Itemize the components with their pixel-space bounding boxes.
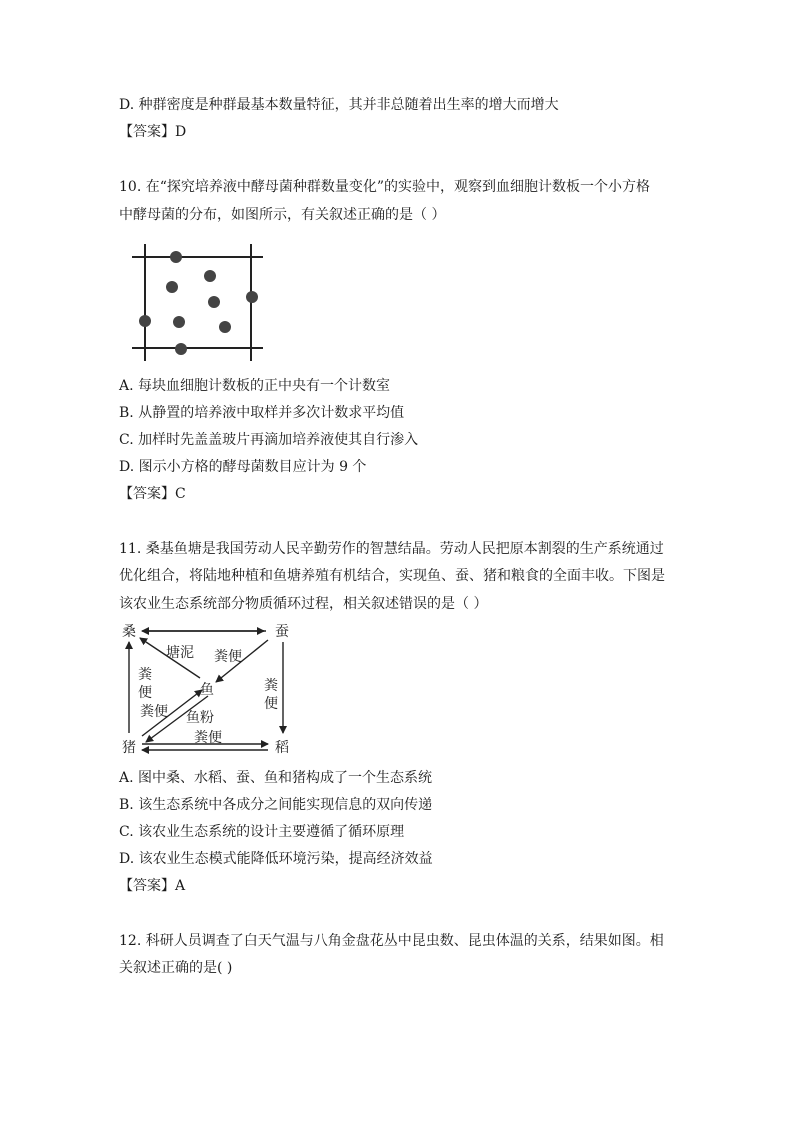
mulberry-fishpond-cycle-figure: [118, 618, 298, 758]
q10-option-b: B. 从静置的培养液中取样并多次计数求平均值: [119, 405, 405, 421]
yeast-cell: [173, 316, 185, 328]
label-fenbian-can-dao-2: 便: [264, 696, 278, 712]
yeast-cell: [175, 343, 187, 355]
q10-option-a: A. 每块血细胞计数板的正中央有一个计数室: [119, 378, 391, 394]
yeast-cell: [166, 281, 178, 293]
q9-answer: 【答案】D: [119, 124, 187, 140]
label-fenbian-zhu-yu: 粪便: [140, 704, 168, 720]
label-fenbian-zhu-sang-1: 粪: [138, 667, 152, 683]
node-can: 蚕: [275, 624, 289, 640]
hemocytometer-square-figure: [130, 242, 270, 364]
node-yu: 鱼: [200, 682, 214, 698]
yeast-cell: [246, 291, 258, 303]
node-dao: 稻: [275, 740, 289, 756]
q10-stem-line1: 10. 在“探究培养液中酵母菌种群数量变化”的实验中，观察到血细胞计数板一个小方格: [119, 179, 651, 195]
q11-option-a: A. 图中桑、水稻、蚕、鱼和猪构成了一个生态系统: [119, 770, 433, 786]
q11-answer: 【答案】A: [119, 878, 186, 894]
q10-stem-line2: 中酵母菌的分布，如图所示，有关叙述正确的是（ ）: [119, 207, 446, 223]
q11-stem-line2: 优化组合，将陆地种植和鱼塘养殖有机结合，实现鱼、蚕、猪和粮食的全面丰收。下图是: [119, 568, 665, 584]
q12-stem-line2: 关叙述正确的是( ): [119, 960, 233, 976]
label-fenbian-can-dao-1: 粪: [264, 678, 278, 694]
node-zhu: 猪: [122, 740, 136, 756]
q11-option-c: C. 该农业生态系统的设计主要遵循了循环原理: [119, 824, 405, 840]
yeast-cell: [208, 296, 220, 308]
yeast-cell: [219, 321, 231, 333]
label-tangni: 塘泥: [166, 645, 194, 661]
yeast-cell: [170, 251, 182, 263]
q11-option-b: B. 该生态系统中各成分之间能实现信息的双向传递: [119, 797, 433, 813]
q12-stem-line1: 12. 科研人员调查了白天气温与八角金盘花丛中昆虫数、昆虫体温的关系，结果如图。相: [119, 933, 664, 949]
q11-option-d: D. 该农业生态模式能降低环境污染，提高经济效益: [119, 851, 433, 867]
yeast-cell: [139, 315, 151, 327]
q10-option-d: D. 图示小方格的酵母菌数目应计为 9 个: [119, 459, 367, 475]
label-fenbian-can-yu: 粪便: [214, 649, 242, 665]
q11-stem-line3: 该农业生态系统部分物质循环过程，相关叙述错误的是（ ）: [119, 596, 488, 612]
node-sang: 桑: [122, 624, 136, 640]
q10-option-c: C. 加样时先盖盖玻片再滴加培养液使其自行渗入: [119, 432, 419, 448]
q10-answer: 【答案】C: [119, 486, 186, 502]
label-fenbian-zhu-sang-2: 便: [138, 685, 152, 701]
label-yufen: 鱼粉: [186, 710, 214, 726]
yeast-cell: [204, 270, 216, 282]
q9-option-d: D. 种群密度是种群最基本数量特征，其并非总随着出生率的增大而增大: [119, 97, 559, 113]
q11-stem-line1: 11. 桑基鱼塘是我国劳动人民辛勤劳作的智慧结晶。劳动人民把原本割裂的生产系统通过: [119, 541, 664, 557]
label-fenbian-zhu-dao: 粪便: [194, 730, 222, 746]
